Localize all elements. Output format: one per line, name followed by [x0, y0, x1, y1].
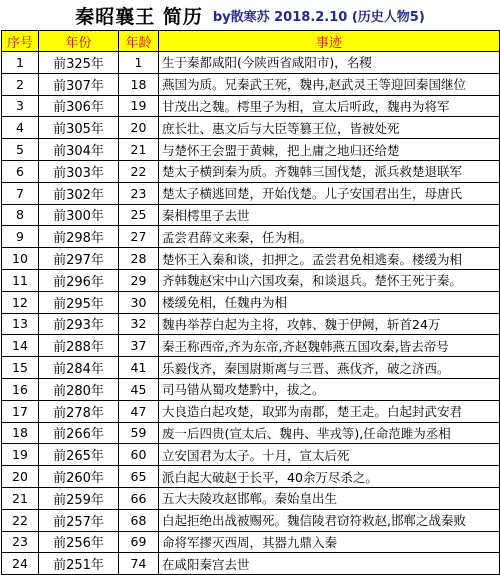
row-age: 27: [119, 226, 159, 248]
row-event: 甘茂出之魏。樗里子为相，宣太后听政，魏冉为将军: [159, 95, 500, 117]
row-year: 前284年: [39, 357, 119, 379]
row-event: 秦王称西帝,齐为东帝,齐赵魏韩燕五国攻秦,皆去帝号: [159, 335, 500, 357]
header-event: 事迹: [159, 31, 500, 52]
row-age: 19: [119, 95, 159, 117]
row-year: 前293年: [39, 313, 119, 335]
row-index: 17: [2, 400, 39, 422]
row-event: 派白起大破赵于长平，40余万尽杀之。: [159, 466, 500, 488]
row-event: 魏冉举荐白起为主将，攻韩、魏于伊阙，斩首24万: [159, 313, 500, 335]
row-age: 41: [119, 357, 159, 379]
row-index: 10: [2, 248, 39, 270]
table-row: [2, 378, 500, 400]
row-age: 69: [119, 531, 159, 553]
row-year: 前278年: [39, 400, 119, 422]
row-index: 9: [2, 226, 39, 248]
title-row: [0, 0, 500, 30]
row-event: 生于秦都咸阳(今陕西省咸阳市)，名稷: [159, 52, 500, 74]
row-age: 1: [119, 52, 159, 74]
table-row: [2, 52, 500, 74]
row-age: 59: [119, 422, 159, 444]
row-index: 22: [2, 509, 39, 531]
row-index: 18: [2, 422, 39, 444]
row-year: 前266年: [39, 422, 119, 444]
table-row: [2, 117, 500, 139]
row-year: 前251年: [39, 553, 119, 575]
row-year: 前302年: [39, 182, 119, 204]
row-event: 楚怀王入秦和谈，扣押之。孟尝君免相逃秦。楼缓为相: [159, 248, 500, 270]
table-header-row: [2, 31, 500, 52]
row-year: 前304年: [39, 139, 119, 161]
row-index: 16: [2, 378, 39, 400]
row-age: 18: [119, 73, 159, 95]
row-index: 14: [2, 335, 39, 357]
row-event: 楚太子横逃回楚，开始伐楚。儿子安国君出生，母唐氏: [159, 182, 500, 204]
row-index: 12: [2, 291, 39, 313]
row-index: 19: [2, 444, 39, 466]
row-year: 前295年: [39, 291, 119, 313]
row-event: 齐韩魏赵宋中山六国攻秦，和谈退兵。楚怀王死于秦。: [159, 269, 500, 291]
header-index: 序号: [2, 31, 39, 52]
row-event: 孟尝君薛文来秦，任为相。: [159, 226, 500, 248]
row-age: 32: [119, 313, 159, 335]
row-year: 前325年: [39, 52, 119, 74]
page-title: 秦昭襄王 简历: [75, 5, 203, 28]
table-body: [2, 52, 500, 575]
table-row: [2, 422, 500, 444]
table-row: [2, 182, 500, 204]
row-index: 5: [2, 139, 39, 161]
row-age: 20: [119, 117, 159, 139]
row-age: 47: [119, 400, 159, 422]
row-year: 前265年: [39, 444, 119, 466]
row-event: 楚太子横到秦为质。齐魏韩三国伐楚，派兵救楚退联军: [159, 160, 500, 182]
row-index: 21: [2, 487, 39, 509]
table-row: [2, 204, 500, 226]
row-event: 大良造白起攻楚，取郢为南郡，楚王走。白起封武安君: [159, 400, 500, 422]
row-index: 8: [2, 204, 39, 226]
table-row: [2, 335, 500, 357]
row-event: 白起拒绝出战被赐死。魏信陵君窃符救赵,邯郸之战秦败: [159, 509, 500, 531]
page-subtitle: by散寒苏 2018.2.10 (历史人物5): [212, 9, 425, 25]
row-event: 司马错从蜀攻楚黔中，拔之。: [159, 378, 500, 400]
row-age: 29: [119, 269, 159, 291]
row-index: 1: [2, 52, 39, 74]
row-age: 74: [119, 553, 159, 575]
table-row: [2, 160, 500, 182]
table-row: [2, 73, 500, 95]
row-event: 废一后四贵(宣太后、魏冉、芈戎等),任命范雎为丞相: [159, 422, 500, 444]
row-year: 前297年: [39, 248, 119, 270]
row-index: 15: [2, 357, 39, 379]
header-year: 年份: [39, 31, 119, 52]
row-year: 前280年: [39, 378, 119, 400]
row-event: 秦相樗里子去世: [159, 204, 500, 226]
row-year: 前256年: [39, 531, 119, 553]
row-age: 37: [119, 335, 159, 357]
header-age: 年龄: [119, 31, 159, 52]
row-age: 68: [119, 509, 159, 531]
row-year: 前260年: [39, 466, 119, 488]
row-age: 25: [119, 204, 159, 226]
row-year: 前300年: [39, 204, 119, 226]
row-event: 命将军摎灭西周，其器九鼎入秦: [159, 531, 500, 553]
row-age: 66: [119, 487, 159, 509]
table-row: [2, 466, 500, 488]
table-row: [2, 487, 500, 509]
table-row: [2, 248, 500, 270]
table-row: [2, 291, 500, 313]
row-age: 28: [119, 248, 159, 270]
row-index: 3: [2, 95, 39, 117]
table-row: [2, 313, 500, 335]
row-age: 65: [119, 466, 159, 488]
row-index: 23: [2, 531, 39, 553]
table-row: [2, 226, 500, 248]
table-row: [2, 509, 500, 531]
row-event: 立安国君为太子。十月，宣太后死: [159, 444, 500, 466]
row-year: 前296年: [39, 269, 119, 291]
row-event: 五大夫陵攻赵邯郸。秦始皇出生: [159, 487, 500, 509]
table-row: [2, 139, 500, 161]
row-year: 前306年: [39, 95, 119, 117]
timeline-table: [1, 30, 500, 575]
table-row: [2, 269, 500, 291]
table-row: [2, 531, 500, 553]
row-age: 45: [119, 378, 159, 400]
row-age: 23: [119, 182, 159, 204]
row-event: 楼缓免相，任魏冉为相: [159, 291, 500, 313]
row-year: 前303年: [39, 160, 119, 182]
table-row: [2, 400, 500, 422]
row-index: 11: [2, 269, 39, 291]
row-year: 前305年: [39, 117, 119, 139]
row-age: 30: [119, 291, 159, 313]
row-year: 前257年: [39, 509, 119, 531]
row-age: 60: [119, 444, 159, 466]
table-row: [2, 553, 500, 575]
row-year: 前288年: [39, 335, 119, 357]
row-index: 7: [2, 182, 39, 204]
row-event: 在咸阳秦宫去世: [159, 553, 500, 575]
row-index: 13: [2, 313, 39, 335]
row-year: 前259年: [39, 487, 119, 509]
row-event: 与楚怀王会盟于黄棘，把上庸之地归还给楚: [159, 139, 500, 161]
row-index: 24: [2, 553, 39, 575]
row-year: 前307年: [39, 73, 119, 95]
row-index: 20: [2, 466, 39, 488]
row-index: 6: [2, 160, 39, 182]
table-row: [2, 95, 500, 117]
row-age: 21: [119, 139, 159, 161]
row-event: 乐毅伐齐，秦国尉斯离与三晋、燕伐齐，破之济西。: [159, 357, 500, 379]
row-index: 4: [2, 117, 39, 139]
table-row: [2, 357, 500, 379]
row-event: 庶长壮、惠文后与大臣等篡王位，皆被处死: [159, 117, 500, 139]
table-row: [2, 444, 500, 466]
row-index: 2: [2, 73, 39, 95]
row-event: 燕国为质。兄秦武王死，魏冉,赵武灵王等迎回秦国继位: [159, 73, 500, 95]
row-year: 前298年: [39, 226, 119, 248]
row-age: 22: [119, 160, 159, 182]
